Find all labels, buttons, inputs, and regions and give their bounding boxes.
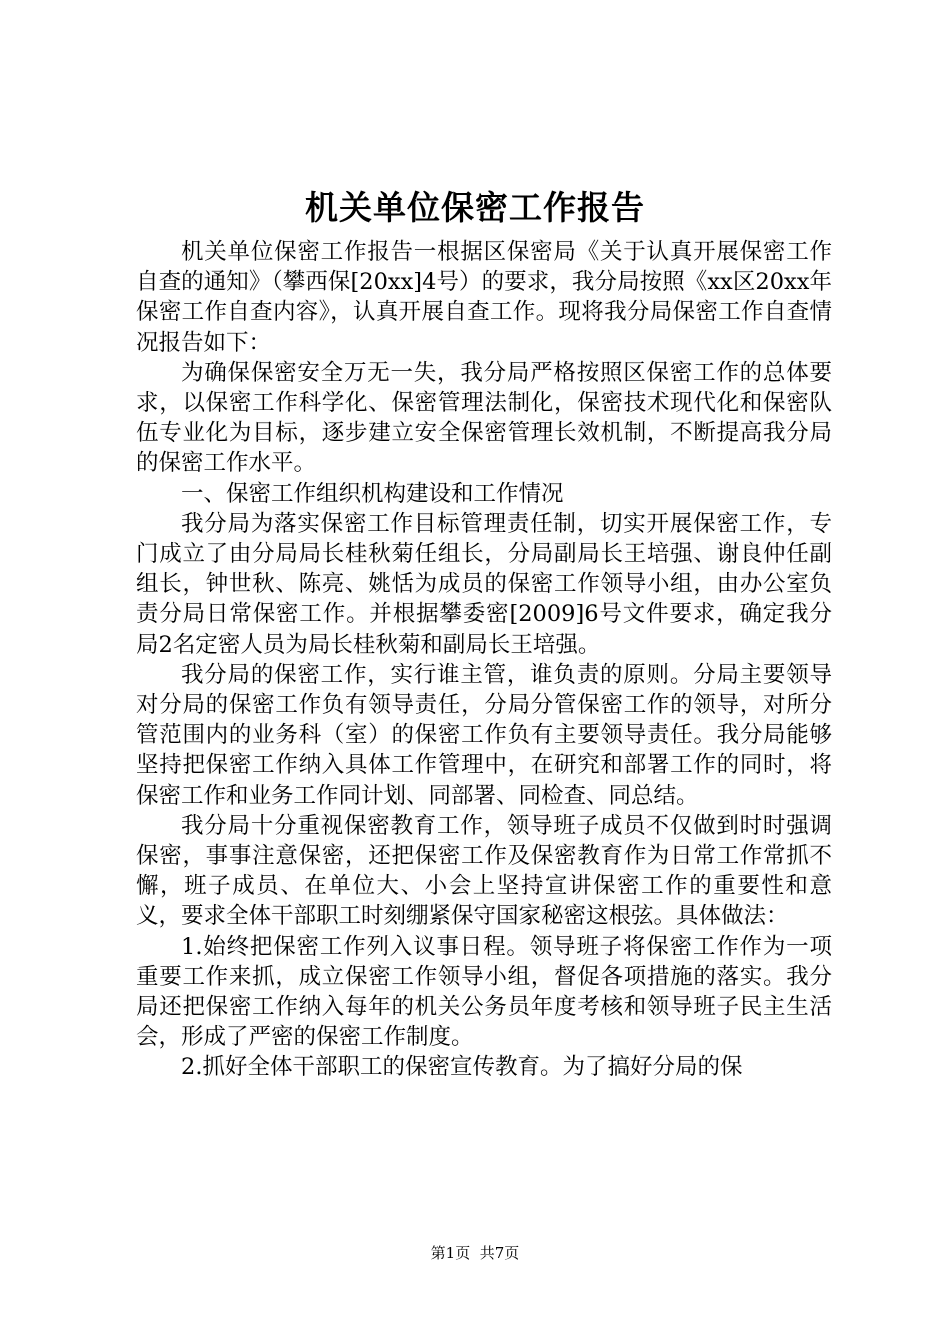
list-item: 1.始终把保密工作列入议事日程。领导班子将保密工作作为一项重要工作来抓，成立保密工作领导小组，督促各项措施的落实。我分局还把保密工作纳入每年的机关公务员年度考核和领导班子民主生活会，形成了严密的保密工作制度。 [136, 933, 832, 1051]
section-heading: 一、保密工作组织机构建设和工作情况 [181, 480, 564, 507]
paragraph: 我分局为落实保密工作目标管理责任制，切实开展保密工作，专门成立了由分局局长桂秋菊任组长，分局副局长王培强、谢良仲任副组长，钟世秋、陈亮、姚恬为成员的保密工作领导小组，由办公室负责分局日常保密工作。并根据攀委密[2009]6号文件要求，确定我分局2名定密人员为局长桂秋菊和副局长王培强。 [136, 510, 832, 658]
list-item: 2.抓好全体干部职工的保密宣传教育。为了搞好分局的保 [181, 1054, 743, 1081]
footer-spacer [470, 1244, 480, 1262]
page-number: 第1页 [430, 1244, 471, 1262]
paragraph: 为确保保密安全万无一失，我分局严格按照区保密工作的总体要求，以保密工作科学化、保密管理法制化，保密技术现代化和保密队伍专业化为目标，逐步建立安全保密管理长效机制，不断提高我分局的保密工作水平。 [136, 359, 832, 477]
page-footer [0, 1242, 950, 1264]
document-body [136, 237, 832, 1083]
document-title: 机关单位保密工作报告 [305, 188, 645, 227]
paragraph: 机关单位保密工作报告一根据区保密局《关于认真开展保密工作自查的通知》（攀西保[20xx]4号）的要求，我分局按照《xx区20xx年保密工作自查内容》，认真开展自查工作。现将我分局保密工作自查情况报告如下： [136, 239, 832, 356]
paragraph: 我分局十分重视保密教育工作，领导班子成员不仅做到时时强调保密，事事注意保密，还把保密工作及保密教育作为日常工作常抓不懈，班子成员、在单位大、小会上坚持宣讲保密工作的重要性和意义，要求全体干部职工时刻绷紧保守国家秘密这根弦。具体做法： [136, 812, 832, 930]
paragraph: 我分局的保密工作，实行谁主管，谁负责的原则。分局主要领导对分局的保密工作负有领导责任，分局分管保密工作的领导，对所分管范围内的业务科（室）的保密工作负有主要领导责任。我分局能够坚持把保密工作纳入具体工作管理中，在研究和部署工作的同时，将保密工作和业务工作同计划、同部署、同检查、同总结。 [136, 661, 832, 809]
page-total: 共7页 [479, 1244, 520, 1262]
